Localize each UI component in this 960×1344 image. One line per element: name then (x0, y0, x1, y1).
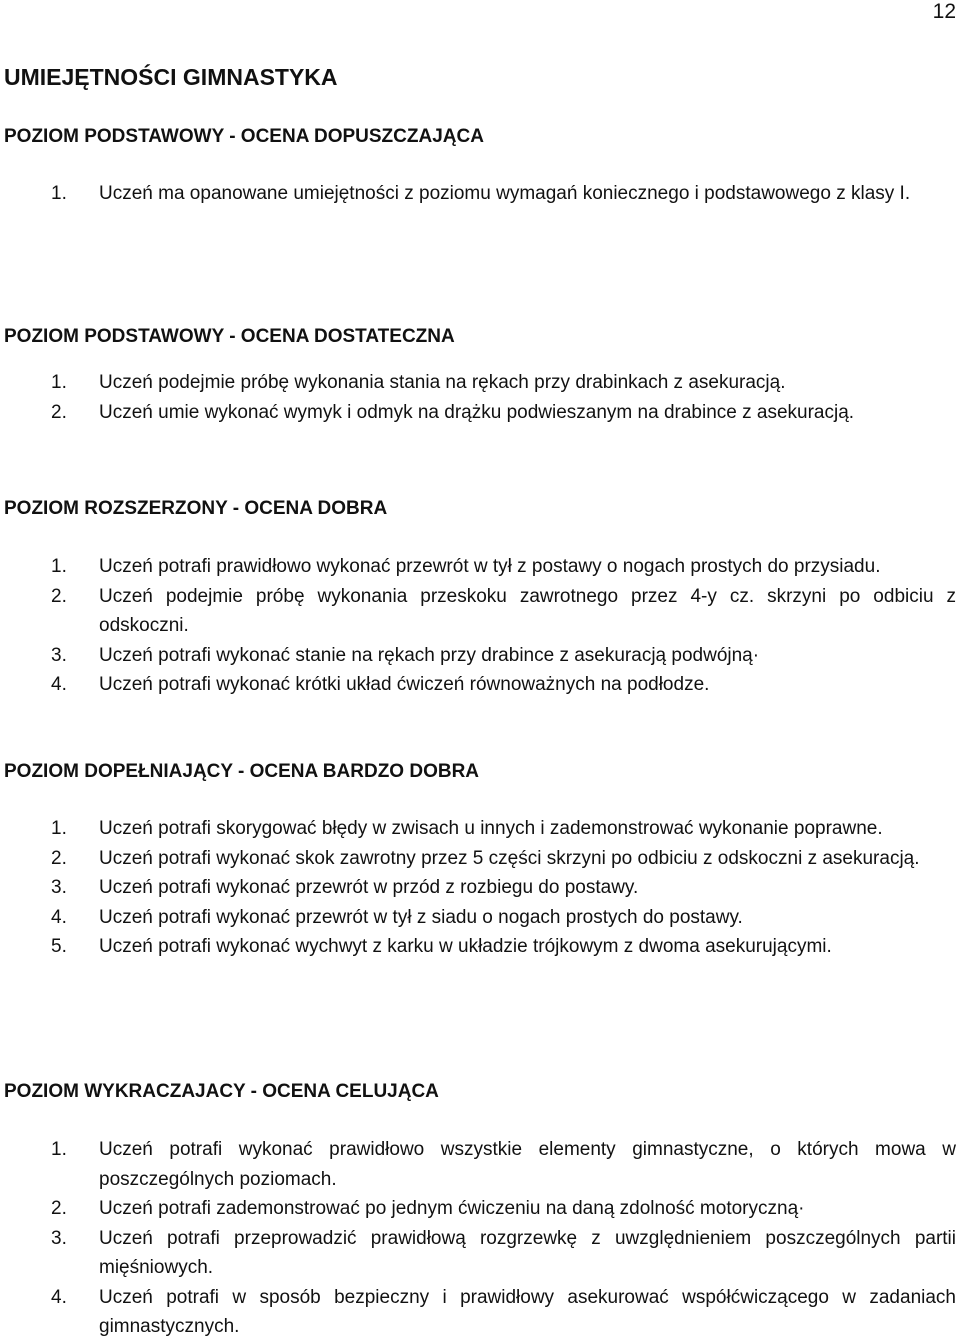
section-heading: POZIOM PODSTAWOWY - OCENA DOSTATECZNA (4, 326, 455, 347)
list-item (4, 641, 956, 671)
item-number: 1. (51, 556, 67, 577)
item-number: 5. (51, 936, 67, 957)
item-text: Uczeń potrafi wykonać stanie na rękach przy drabince z asekuracją podwójną· (99, 644, 760, 666)
list-item (4, 368, 956, 398)
item-number: 1. (51, 818, 67, 839)
item-text: Uczeń potrafi zademonstrować po jednym ćwiczeniu na daną zdolność motoryczną· (99, 1198, 805, 1219)
requirements-list (4, 1135, 956, 1342)
item-text: Uczeń potrafi prawidłowo wykonać przewrót w tył z postawy o nogach prostych do przysiadu. (99, 556, 881, 577)
section-heading: POZIOM ROZSZERZONY - OCENA DOBRA (4, 498, 388, 519)
list-item (4, 398, 956, 428)
list-item (4, 814, 956, 844)
section-heading: POZIOM DOPEŁNIAJĄCY - OCENA BARDZO DOBRA (4, 761, 480, 782)
list-item (4, 844, 956, 874)
item-text: Uczeń ma opanowane umiejętności z poziomu wymagań koniecznego i podstawowego z klasy I. (99, 183, 911, 204)
item-text: Uczeń potrafi przeprowadzić prawidłową rozgrzewkę z uwzględnieniem poszczególnych partii mięśniowych. (99, 1227, 956, 1278)
list-item (4, 1224, 956, 1283)
item-number: 1. (51, 372, 67, 393)
requirements-list (4, 368, 956, 427)
item-number: 2. (51, 585, 67, 607)
list-item (4, 582, 956, 641)
item-number: 4. (51, 906, 67, 928)
item-number: 3. (51, 877, 67, 898)
requirements-list (4, 179, 956, 209)
item-number: 2. (51, 401, 67, 423)
item-number: 4. (51, 1286, 67, 1308)
item-number: 3. (51, 1227, 67, 1249)
item-text: Uczeń potrafi wykonać krótki układ ćwiczeń równoważnych na podłodze. (99, 674, 710, 695)
item-number: 1. (51, 1139, 67, 1160)
item-number: 4. (51, 674, 67, 695)
section-heading: POZIOM WYKRACZAJACY - OCENA CELUJĄCA (4, 1081, 439, 1102)
section-dostateczna (4, 322, 956, 427)
list-item (4, 552, 956, 582)
list-item (4, 670, 956, 700)
section-heading: POZIOM PODSTAWOWY - OCENA DOPUSZCZAJĄCA (4, 126, 484, 147)
list-item (4, 1194, 956, 1224)
item-number: 1. (51, 183, 67, 204)
item-text: Uczeń potrafi wykonać prawidłowo wszystkie elementy gimnastyczne, o których mowa w poszczególnych poziomach. (99, 1139, 956, 1190)
requirements-list (4, 814, 956, 962)
list-item (4, 932, 956, 962)
list-item (4, 179, 956, 209)
requirements-list (4, 552, 956, 700)
page-title: UMIEJĘTNOŚCI GIMNASTYKA (4, 64, 338, 90)
section-bardzo-dobra (4, 757, 956, 962)
item-text: Uczeń podejmie próbę wykonania stania na rękach przy drabinkach z asekuracją. (99, 372, 786, 393)
item-number: 3. (51, 644, 67, 666)
item-number: 2. (51, 847, 67, 869)
item-text: Uczeń potrafi wykonać przewrót w przód z rozbiegu do postawy. (99, 877, 639, 898)
section-dopuszczajaca (4, 122, 956, 209)
item-text: Uczeń potrafi wykonać skok zawrotny przez 5 części skrzyni po odbiciu z odskoczni z asekuracją. (99, 847, 920, 869)
page-number: 12 (932, 0, 956, 23)
item-text: Uczeń umie wykonać wymyk i odmyk na drążku podwieszanym na drabince z asekuracją. (99, 401, 855, 423)
list-item (4, 903, 956, 933)
item-number: 2. (51, 1198, 67, 1219)
list-item (4, 1135, 956, 1194)
list-item (4, 1283, 956, 1342)
item-text: Uczeń potrafi wykonać przewrót w tył z siadu o nogach prostych do postawy. (99, 906, 743, 928)
list-item (4, 873, 956, 903)
item-text: Uczeń podejmie próbę wykonania przeskoku zawrotnego przez 4-y cz. skrzyni po odbiciu z odskoczni. (99, 585, 956, 636)
item-text: Uczeń potrafi skorygować błędy w zwisach u innych i zademonstrować wykonanie poprawne. (99, 818, 883, 839)
section-celujaca (4, 1077, 956, 1342)
section-dobra (4, 494, 956, 700)
item-text: Uczeń potrafi w sposób bezpieczny i prawidłowy asekurować współćwiczącego w zadaniach gimnastycznych. (99, 1286, 956, 1337)
item-text: Uczeń potrafi wykonać wychwyt z karku w układzie trójkowym z dwoma asekurującymi. (99, 936, 832, 957)
